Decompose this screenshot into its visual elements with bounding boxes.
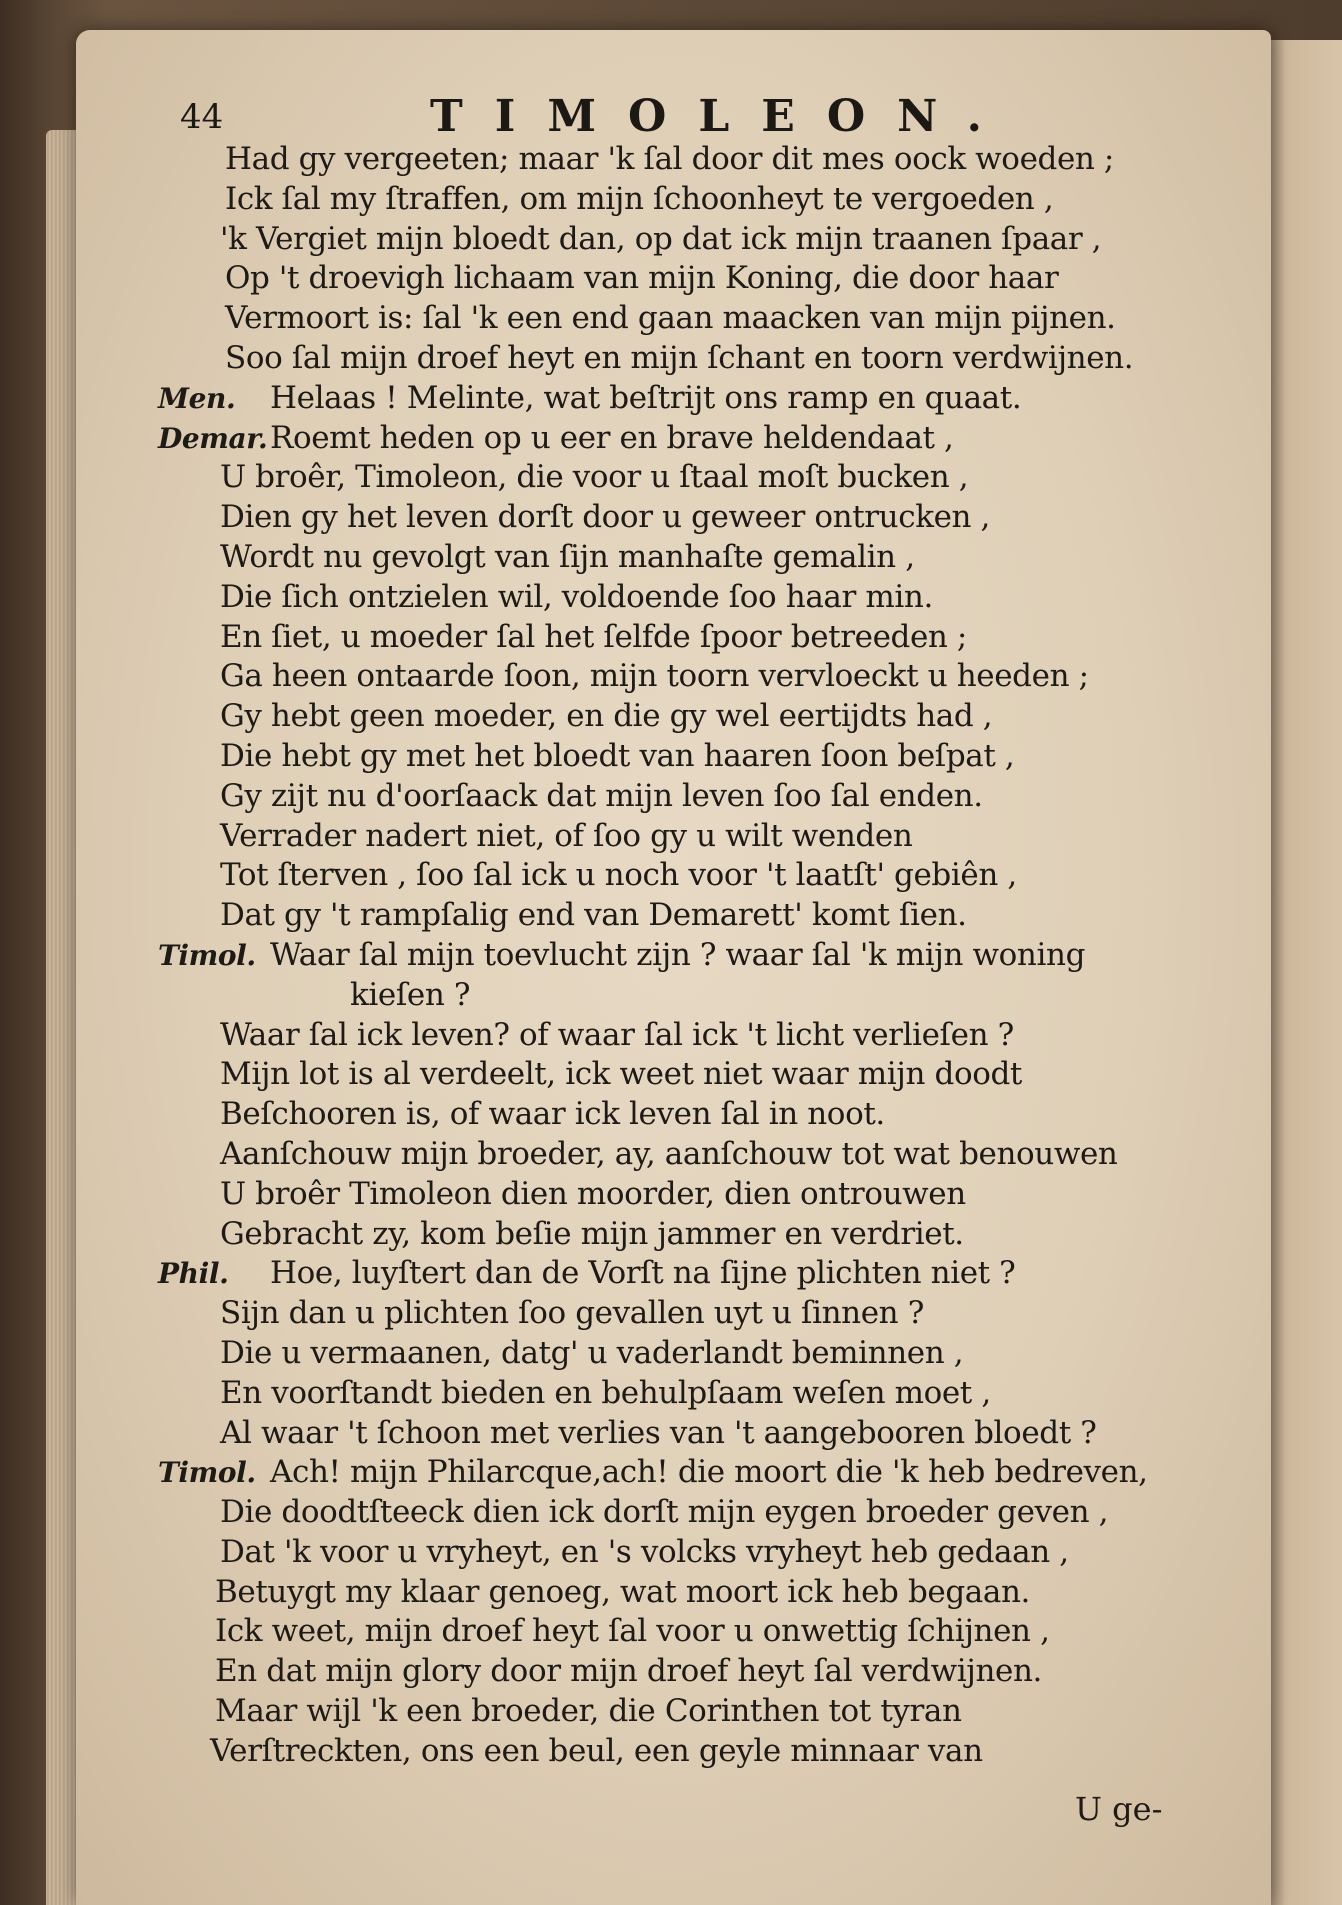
speaker-label: Timol. <box>158 1456 256 1490</box>
verse-line <box>180 1493 1190 1533</box>
verse-line <box>180 777 1190 817</box>
verse-line <box>180 737 1190 777</box>
speaker-label: Timol. <box>158 938 256 972</box>
verse-text-content: Dien gy het leven dorſt door u geweer ontrucken , <box>220 499 991 536</box>
verse-line <box>180 1692 1190 1732</box>
verse-text-content: Tot ſterven , ſoo ſal ick u noch voor 't laatſt' gebiên , <box>220 857 1017 894</box>
verse-text-content: En voorſtandt bieden en behulpſaam weſen moet , <box>220 1374 991 1411</box>
verse-line <box>158 419 1190 459</box>
facing-page-edge <box>1262 40 1342 1905</box>
verse-text-content: Die doodtſteeck dien ick dorſt mijn eygen broeder geven , <box>220 1494 1109 1531</box>
verse-text-content: Dat gy 't rampſalig end van Demarett' komt ſien. <box>220 897 967 934</box>
verse-line <box>180 896 1190 936</box>
verse-text-content: kieſen ? <box>350 976 471 1013</box>
verse-line <box>180 538 1190 578</box>
verse-line <box>180 458 1190 498</box>
verse-text-content: Had gy vergeeten; maar 'k ſal door dit mes oock woeden ; <box>225 141 1114 177</box>
verse-line <box>180 697 1190 737</box>
verse-text-content: Die ſich ontzielen wil, voldoende ſoo haar min. <box>220 578 933 615</box>
running-title: TIMOLEON. <box>430 91 1014 142</box>
verse-text-content: En ſiet, u moeder ſal het ſelfde ſpoor betreeden ; <box>220 618 967 655</box>
speaker-label: Men. <box>158 381 236 415</box>
verse-text-content: Gebracht zy, kom beſie mijn jammer en verdriet. <box>220 1215 964 1252</box>
page-number: 44 <box>180 97 224 137</box>
page-header <box>180 92 1180 142</box>
verse-line <box>180 976 1190 1016</box>
verse-line <box>158 379 1190 419</box>
verse-text-content: Sijn dan u plichten ſoo gevallen uyt u ſinnen ? <box>220 1295 924 1332</box>
verse-text-content: Die hebt gy met het bloedt van haaren ſoon beſpat , <box>220 737 1015 774</box>
verse-text-content: Ick weet, mijn droef heyt ſal voor u onwettig ſchijnen , <box>215 1613 1050 1650</box>
verse-text-content: Aanſchouw mijn broeder, ay, aanſchouw tot wat benouwen <box>220 1135 1118 1172</box>
speaker-label: Phil. <box>158 1257 229 1291</box>
verse-line <box>180 618 1190 658</box>
verse-text-content: Roemt heden op u eer en brave heldendaat , <box>270 419 954 456</box>
verse-line <box>180 817 1190 857</box>
verse-text-content: Gy zijt nu d'oorſaack dat mijn leven ſoo ſal enden. <box>220 777 983 814</box>
verse-text-content: U broêr, Timoleon, die voor u ſtaal moſt bucken , <box>220 459 969 496</box>
verse-line <box>180 1215 1190 1255</box>
verse-line <box>180 1612 1190 1652</box>
verse-text-content: Waar ſal mijn toevlucht zijn ? waar ſal 'k mijn woning <box>270 936 1086 973</box>
verse-text-content: Die u vermaanen, datg' u vaderlandt beminnen , <box>220 1334 964 1371</box>
verse-text-content: Maar wijl 'k een broeder, die Corinthen tot tyran <box>215 1693 962 1730</box>
verse-line <box>180 220 1190 260</box>
verse-line <box>180 578 1190 618</box>
verse-line <box>180 1414 1190 1454</box>
verse-text-content: Ach! mijn Philarcque,ach! die moort die 'k heb bedreven, <box>270 1454 1148 1491</box>
verse-text-content: Al waar 't ſchoon met verlies van 't aangebooren bloedt ? <box>220 1414 1097 1451</box>
verse-line <box>180 1175 1190 1215</box>
verse-line <box>180 1294 1190 1334</box>
verse-line <box>180 180 1190 220</box>
speaker-label: Demar. <box>158 421 268 455</box>
verse-text-content: Mijn lot is al verdeelt, ick weet niet waar mijn doodt <box>220 1056 1022 1093</box>
verse-text-content: Helaas ! Melinte, wat beſtrijt ons ramp en quaat. <box>270 379 1022 416</box>
verse-line <box>180 1732 1190 1772</box>
verse-text-content: U broêr Timoleon dien moorder, dien ontrouwen <box>220 1175 966 1212</box>
verse-line <box>180 259 1190 299</box>
verse-line <box>180 856 1190 896</box>
verse-line <box>158 1453 1190 1493</box>
verse-line <box>180 1016 1190 1056</box>
verse-line <box>180 1095 1190 1135</box>
verse-text-content: Vermoort is: ſal 'k een end gaan maacken van mijn pijnen. <box>225 300 1116 337</box>
verse-text-content: Wordt nu gevolgt van ſijn manhaſte gemalin , <box>220 538 915 575</box>
verse-line <box>180 1055 1190 1095</box>
verse-line <box>180 1334 1190 1374</box>
verse-line <box>180 657 1190 697</box>
verse-line <box>180 1652 1190 1692</box>
verse-line <box>180 498 1190 538</box>
verse-text-content: Verrader nadert niet, of ſoo gy u wilt wenden <box>220 817 913 854</box>
verse-text-content: Dat 'k voor u vryheyt, en 's volcks vryheyt heb gedaan , <box>220 1533 1069 1570</box>
verse-text-content: Verſtreckten, ons een beul, een geyle minnaar van <box>210 1732 983 1769</box>
verse-text-content: Hoe, luyſtert dan de Vorſt na ſijne plichten niet ? <box>270 1255 1016 1292</box>
verse-line <box>180 1374 1190 1414</box>
verse-text-content: Waar ſal ick leven? of waar ſal ick 't licht verlieſen ? <box>220 1016 1014 1053</box>
verse-text-content: Ick ſal my ſtraffen, om mijn ſchoonheyt te vergoeden , <box>225 180 1054 217</box>
verse-line <box>180 299 1190 339</box>
verse-text-content: En dat mijn glory door mijn droef heyt ſal verdwijnen. <box>215 1653 1042 1690</box>
verse-text-content: Gy hebt geen moeder, en die gy wel eertijdts had , <box>220 698 993 735</box>
verse-text-content: Soo ſal mijn droef heyt en mijn ſchant en toorn verdwijnen. <box>225 339 1134 376</box>
verse-text <box>158 140 1190 1772</box>
verse-text-content: Ga heen ontaarde ſoon, mijn toorn vervloeckt u heeden ; <box>220 658 1089 695</box>
verse-line <box>180 140 1190 180</box>
verse-line <box>158 1254 1190 1294</box>
verse-line <box>180 339 1190 379</box>
verse-line <box>180 1533 1190 1573</box>
verse-text-content: 'k Vergiet mijn bloedt dan, op dat ick mijn traanen ſpaar , <box>220 220 1102 257</box>
verse-line <box>180 1135 1190 1175</box>
verse-text-content: Op 't droevigh lichaam van mijn Koning, die door haar <box>225 260 1059 297</box>
verse-text-content: Betuygt my klaar genoeg, wat moort ick heb begaan. <box>215 1573 1030 1610</box>
catchword: U ge- <box>1075 1790 1163 1828</box>
verse-text-content: Beſchooren is, of waar ick leven ſal in noot. <box>220 1096 885 1133</box>
verse-line <box>180 1573 1190 1613</box>
verse-line <box>158 936 1190 976</box>
